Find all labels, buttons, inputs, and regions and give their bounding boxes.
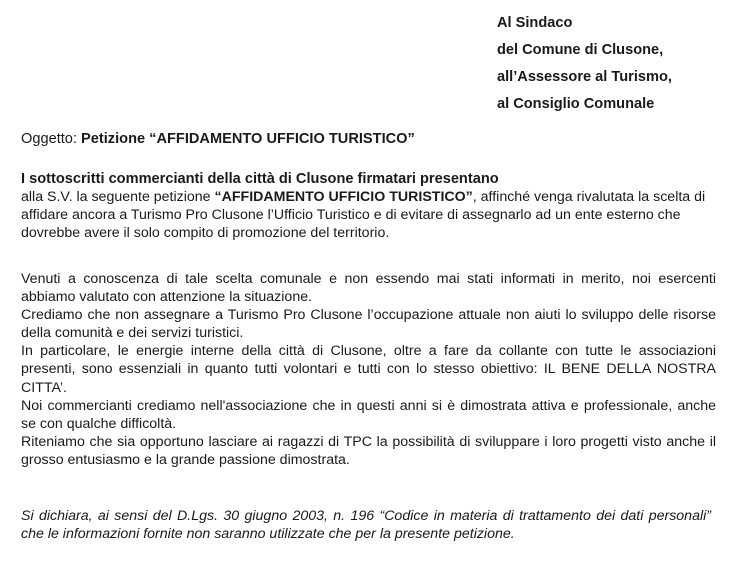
intro-bold: “AFFIDAMENTO UFFICIO TURISTICO”	[214, 189, 473, 205]
body-text	[21, 270, 716, 469]
intro-after: , affinché venga rivalutata la scelta di affidare ancora a Turismo Pro Clusone l’Ufficio Turistico e di evitare di assegnarlo ad un ente esterno che dovrebbe avere il solo compito di promozione del territorio.	[21, 189, 706, 241]
body-paragraph: Riteniamo che sia opportuno lasciare ai ragazzi di TPC la possibilità di sviluppare i loro progetti visto anche il grosso entusiasmo e la grande passione dimostrata.	[21, 433, 716, 468]
intro-lead: I sottoscritti commercianti della città di Clusone firmatari presentano	[21, 171, 499, 187]
intro-before: alla S.V. la seguente petizione	[21, 189, 215, 205]
body-paragraph: Noi commercianti crediamo nell'associazione che in questi anni si è dimostrata attiva e professionale, anche se con qualche difficoltà.	[21, 397, 716, 432]
recipient-line: al Consiglio Comunale	[497, 96, 655, 112]
intro-body	[21, 188, 711, 242]
body-paragraph: In particolare, le energie interne della città di Clusone, oltre a fare da collante con tutte le associazioni presenti, sono essenziali in quanto tutti volontari e tutti con lo stesso obiettivo: IL BENE DELLA NOSTRA CITTA’.	[21, 343, 716, 396]
body-paragraph: Crediamo che non assegnare a Turismo Pro Clusone l’occupazione attuale non aiuti lo sviluppo delle risorse della comunità e dei servizi turistici.	[21, 307, 716, 342]
recipient-line: all’Assessore al Turismo,	[497, 69, 672, 85]
privacy-declaration: Si dichiara, ai sensi del D.Lgs. 30 giugno 2003, n. 196 “Codice in materia di trattamento dei dati personali” che le informazioni fornite non saranno utilizzate che per la presente petizione.	[21, 508, 711, 542]
intro-paragraph	[21, 170, 711, 242]
recipient-block	[497, 10, 672, 118]
body-paragraph: Venuti a conoscenza di tale scelta comunale e non essendo mai stati informati in merito, noi esercenti abbiamo valutato con attenzione la situazione.	[21, 271, 716, 306]
subject-label: Oggetto:	[21, 131, 82, 147]
recipient-line: del Comune di Clusone,	[497, 42, 664, 58]
subject-line	[21, 131, 415, 147]
recipient-line: Al Sindaco	[497, 15, 573, 31]
subject-text: Petizione “AFFIDAMENTO UFFICIO TURISTICO”	[81, 131, 415, 147]
